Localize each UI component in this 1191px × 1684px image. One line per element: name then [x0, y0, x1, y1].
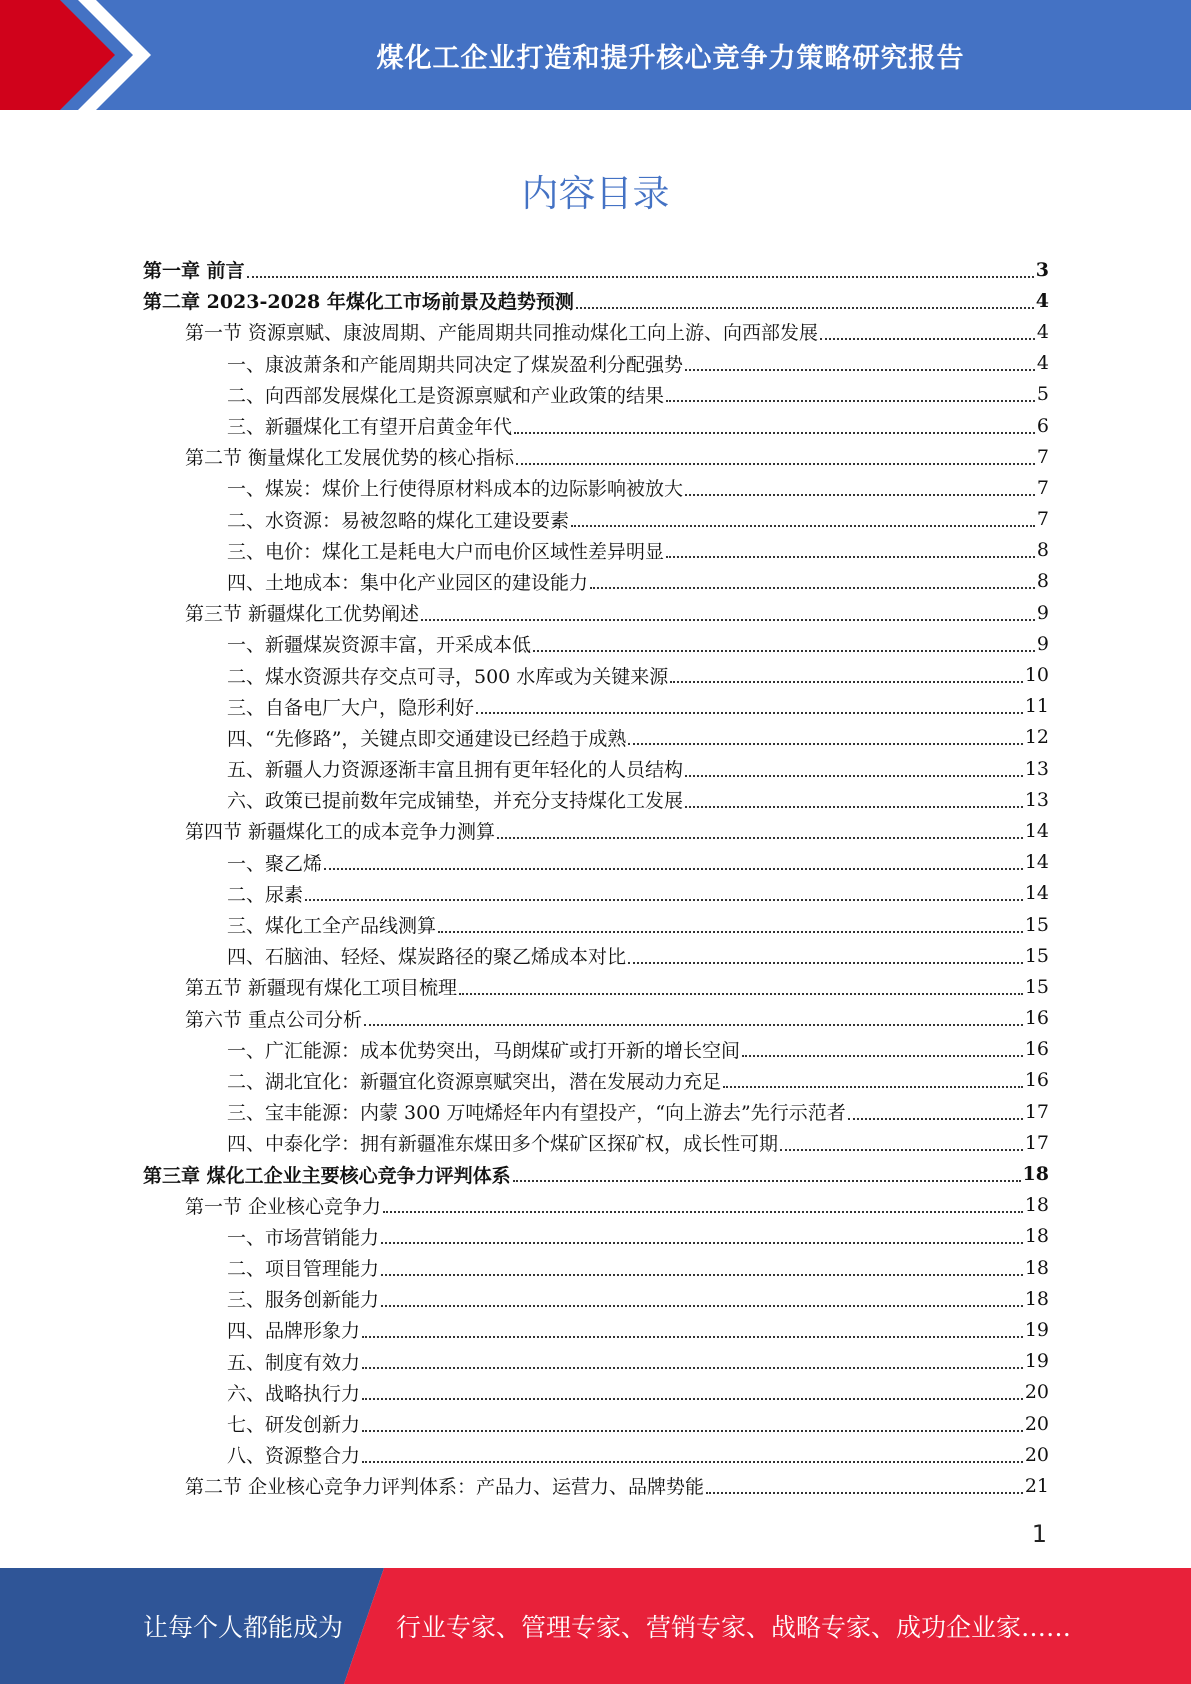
toc-entry-page: 8	[1036, 570, 1049, 593]
toc-leader-dots	[685, 494, 1035, 496]
footer-banner	[0, 1568, 1191, 1684]
toc-leader-dots	[362, 1430, 1023, 1432]
toc-entry-page: 11	[1024, 695, 1049, 718]
toc-entry-page: 14	[1024, 819, 1049, 842]
toc-entry[interactable]	[143, 379, 1049, 410]
toc-leader-dots	[685, 369, 1035, 371]
toc-entry-label: 四、品牌形象力	[227, 1320, 361, 1343]
toc-leader-dots	[381, 1242, 1023, 1244]
toc-leader-dots	[628, 962, 1023, 964]
toc-entry[interactable]	[143, 410, 1049, 441]
toc-entry-label: 一、广汇能源：成本优势突出，马朗煤矿或打开新的增长空间	[227, 1039, 741, 1062]
toc-entry-page: 8	[1036, 539, 1049, 562]
toc-entry-page: 16	[1024, 1007, 1049, 1030]
toc-entry-page: 13	[1024, 788, 1049, 811]
toc-leader-dots	[685, 775, 1023, 777]
toc-entry-label: 一、新疆煤炭资源丰富，开采成本低	[227, 634, 532, 657]
toc-entry[interactable]	[143, 784, 1049, 815]
toc-entry[interactable]	[143, 1065, 1049, 1096]
toc-entry-page: 14	[1024, 882, 1049, 905]
toc-entry-label: 三、服务创新能力	[227, 1289, 380, 1312]
toc-entry-page: 9	[1036, 601, 1049, 624]
toc-entry[interactable]	[143, 566, 1049, 597]
toc-leader-dots	[247, 276, 1034, 278]
toc-entry[interactable]	[143, 254, 1049, 285]
toc-title: 内容目录	[521, 172, 670, 215]
page-number: 1	[1031, 1520, 1047, 1548]
toc-entry-label: 第五节 新疆现有煤化工项目梳理	[185, 977, 458, 1000]
toc-leader-dots	[513, 1180, 1021, 1182]
toc-leader-dots	[666, 556, 1035, 558]
toc-entry-label: 六、政策已提前数年完成铺垫，并充分支持煤化工发展	[227, 790, 684, 813]
toc-leader-dots	[516, 463, 1035, 465]
toc-entry[interactable]	[143, 722, 1049, 753]
toc-entry[interactable]	[143, 753, 1049, 784]
toc-leader-dots	[571, 525, 1035, 527]
toc-entry-label: 三、新疆煤化工有望开启黄金年代	[227, 416, 513, 439]
toc-leader-dots	[670, 681, 1023, 683]
toc-entry[interactable]	[143, 441, 1049, 472]
toc-entry-page: 18	[1024, 1287, 1049, 1310]
toc-leader-dots	[324, 868, 1023, 870]
toc-entry-label: 三、电价：煤化工是耗电大户而电价区域性差异明显	[227, 540, 665, 563]
toc-entry[interactable]	[143, 815, 1049, 846]
toc-entry-page: 19	[1024, 1350, 1049, 1373]
toc-entry[interactable]	[143, 691, 1049, 722]
toc-entry-page: 19	[1024, 1318, 1049, 1341]
toc-entry-label: 七、研发创新力	[227, 1414, 361, 1437]
toc-entry[interactable]	[143, 659, 1049, 690]
toc-entry-label: 二、湖北宜化：新疆宜化资源禀赋突出，潜在发展动力充足	[227, 1070, 722, 1093]
toc-entry-page: 18	[1024, 1256, 1049, 1279]
toc-entry-label: 三、自备电厂大户，隐形利好	[227, 696, 475, 719]
toc-entry-label: 四、“先修路”，关键点即交通建设已经趋于成熟	[227, 727, 627, 750]
toc-entry-label: 第二节 衡量煤化工发展优势的核心指标	[185, 447, 515, 470]
toc-entry-label: 二、项目管理能力	[227, 1258, 380, 1281]
toc-entry-label: 第四节 新疆煤化工的成本竞争力测算	[185, 821, 496, 844]
toc-entry[interactable]	[143, 878, 1049, 909]
toc-leader-dots	[742, 1055, 1023, 1057]
toc-entry-label: 六、战略执行力	[227, 1382, 361, 1405]
toc-entry[interactable]	[143, 1034, 1049, 1065]
toc-leader-dots	[685, 806, 1023, 808]
toc-entry-page: 4	[1036, 352, 1049, 375]
toc-entry-page: 4	[1036, 320, 1049, 343]
toc-leader-dots	[362, 1461, 1023, 1463]
toc-entry[interactable]	[143, 535, 1049, 566]
toc-entry-label: 二、煤水资源共存交点可寻，500 水库或为关键来源	[227, 665, 669, 688]
toc-entry-page: 9	[1036, 632, 1049, 655]
toc-entry-label: 第三章 煤化工企业主要核心竞争力评判体系	[143, 1164, 511, 1187]
toc-entry[interactable]	[143, 1221, 1049, 1252]
toc-entry-page: 18	[1022, 1163, 1049, 1186]
toc-entry[interactable]	[143, 285, 1049, 316]
toc-entry[interactable]	[143, 1096, 1049, 1127]
toc-leader-dots	[590, 587, 1035, 589]
toc-leader-dots	[305, 899, 1023, 901]
toc-leader-dots	[421, 619, 1035, 621]
toc-leader-dots	[381, 1274, 1023, 1276]
toc-entry[interactable]	[143, 472, 1049, 503]
toc-entry[interactable]	[143, 971, 1049, 1002]
toc-leader-dots	[459, 993, 1023, 995]
toc-entry[interactable]	[143, 1252, 1049, 1283]
toc-entry-label: 第三节 新疆煤化工优势阐述	[185, 603, 420, 626]
toc-entry[interactable]	[143, 847, 1049, 878]
toc-entry-label: 二、尿素	[227, 883, 304, 906]
toc-entry-label: 三、宝丰能源：内蒙 300 万吨烯烃年内有望投产，“向上游去”先行示范者	[227, 1102, 846, 1125]
toc-entry-label: 二、水资源：易被忽略的煤化工建设要素	[227, 509, 570, 532]
toc-entry-page: 20	[1024, 1381, 1049, 1404]
toc-leader-dots	[381, 1305, 1023, 1307]
toc-entry-label: 八、资源整合力	[227, 1445, 361, 1468]
toc-entry-label: 一、康波萧条和产能周期共同决定了煤炭盈利分配强势	[227, 353, 684, 376]
header-title: 煤化工企业打造和提升核心竞争力策略研究报告	[376, 42, 965, 74]
header-banner	[0, 0, 1191, 110]
toc-entry-label: 第六节 重点公司分析	[185, 1008, 363, 1031]
toc-entry-page: 17	[1024, 1100, 1049, 1123]
toc-leader-dots	[706, 1492, 1023, 1494]
toc-entry[interactable]	[143, 1283, 1049, 1314]
toc-leader-dots	[364, 1024, 1023, 1026]
toc-entry[interactable]	[143, 1127, 1049, 1158]
toc-entry-label: 第二章 2023-2028 年煤化工市场前景及趋势预测	[143, 291, 574, 314]
toc-entry-page: 17	[1024, 1131, 1049, 1154]
toc-entry-label: 五、制度有效力	[227, 1351, 361, 1374]
toc-entry-page: 12	[1024, 726, 1049, 749]
toc-entry-page: 15	[1024, 975, 1049, 998]
toc-entry-page: 5	[1036, 383, 1049, 406]
toc-entry-page: 15	[1024, 913, 1049, 936]
toc-entry[interactable]	[143, 1346, 1049, 1377]
toc-entry-page: 7	[1036, 508, 1049, 531]
toc-entry-label: 第二节 企业核心竞争力评判体系：产品力、运营力、品牌势能	[185, 1476, 705, 1499]
toc-entry-label: 一、煤炭：煤价上行使得原材料成本的边际影响被放大	[227, 478, 684, 501]
toc-entry[interactable]	[143, 940, 1049, 971]
toc-entry[interactable]	[143, 1408, 1049, 1439]
toc-entry[interactable]	[143, 628, 1049, 659]
toc-entry-label: 四、石脑油、轻烃、煤炭路径的聚乙烯成本对比	[227, 946, 627, 969]
toc-entry-page: 16	[1024, 1038, 1049, 1061]
toc-entry-label: 一、市场营销能力	[227, 1226, 380, 1249]
toc-entry[interactable]	[143, 316, 1049, 347]
toc-entry-page: 10	[1024, 664, 1049, 687]
header-arrow-decoration	[0, 0, 160, 110]
table-of-contents	[143, 254, 1049, 1502]
toc-leader-dots	[666, 400, 1035, 402]
toc-entry-page: 6	[1036, 414, 1049, 437]
toc-leader-dots	[362, 1336, 1023, 1338]
toc-entry-label: 第一节 企业核心竞争力	[185, 1195, 382, 1218]
toc-entry-page: 18	[1024, 1194, 1049, 1217]
toc-entry-page: 20	[1024, 1412, 1049, 1435]
toc-leader-dots	[383, 1211, 1023, 1213]
toc-entry-label: 五、新疆人力资源逐渐丰富且拥有更年轻化的人员结构	[227, 759, 684, 782]
toc-entry-page: 4	[1035, 289, 1049, 312]
toc-entry[interactable]	[143, 504, 1049, 535]
toc-entry[interactable]	[143, 1003, 1049, 1034]
toc-entry[interactable]	[143, 909, 1049, 940]
toc-leader-dots	[362, 1367, 1023, 1369]
toc-entry-page: 16	[1024, 1069, 1049, 1092]
toc-entry-label: 第一章 前言	[143, 260, 245, 283]
toc-entry-label: 一、聚乙烯	[227, 852, 323, 875]
toc-entry-label: 三、煤化工全产品线测算	[227, 915, 437, 938]
toc-entry-label: 四、中泰化学：拥有新疆准东煤田多个煤矿区探矿权，成长性可期	[227, 1133, 779, 1156]
toc-leader-dots	[628, 743, 1022, 745]
toc-entry-label: 二、向西部发展煤化工是资源禀赋和产业政策的结果	[227, 384, 665, 407]
toc-entry-page: 15	[1024, 944, 1049, 967]
toc-entry-page: 21	[1024, 1474, 1049, 1497]
toc-entry-label: 第一节 资源禀赋、康波周期、产能周期共同推动煤化工向上游、向西部发展	[185, 322, 819, 345]
toc-entry[interactable]	[143, 597, 1049, 628]
toc-leader-dots	[848, 1118, 1023, 1120]
toc-entry[interactable]	[143, 1314, 1049, 1345]
toc-entry-page: 14	[1024, 851, 1049, 874]
toc-entry-page: 20	[1024, 1443, 1049, 1466]
toc-entry[interactable]	[143, 1377, 1049, 1408]
toc-leader-dots	[723, 1086, 1023, 1088]
toc-entry[interactable]	[143, 1158, 1049, 1189]
toc-entry-label: 四、土地成本：集中化产业园区的建设能力	[227, 571, 589, 594]
toc-leader-dots	[362, 1398, 1023, 1400]
toc-leader-dots	[820, 338, 1035, 340]
toc-entry-page: 7	[1036, 445, 1049, 468]
toc-entry-page: 7	[1036, 476, 1049, 499]
toc-leader-dots	[497, 837, 1023, 839]
toc-entry[interactable]	[143, 1439, 1049, 1470]
footer-slogan-left: 让每个人都能成为	[143, 1613, 344, 1642]
toc-leader-dots	[476, 712, 1023, 714]
toc-leader-dots	[533, 650, 1035, 652]
toc-leader-dots	[438, 931, 1023, 933]
toc-entry-page: 3	[1035, 258, 1049, 281]
toc-leader-dots	[576, 307, 1034, 309]
toc-entry[interactable]	[143, 1470, 1049, 1501]
toc-entry[interactable]	[143, 348, 1049, 379]
toc-entry-page: 13	[1024, 757, 1049, 780]
toc-leader-dots	[514, 432, 1035, 434]
toc-entry[interactable]	[143, 1190, 1049, 1221]
footer-slogan-right: 行业专家、管理专家、营销专家、战略专家、成功企业家……	[396, 1613, 1072, 1642]
toc-entry-page: 18	[1024, 1225, 1049, 1248]
toc-leader-dots	[780, 1149, 1023, 1151]
